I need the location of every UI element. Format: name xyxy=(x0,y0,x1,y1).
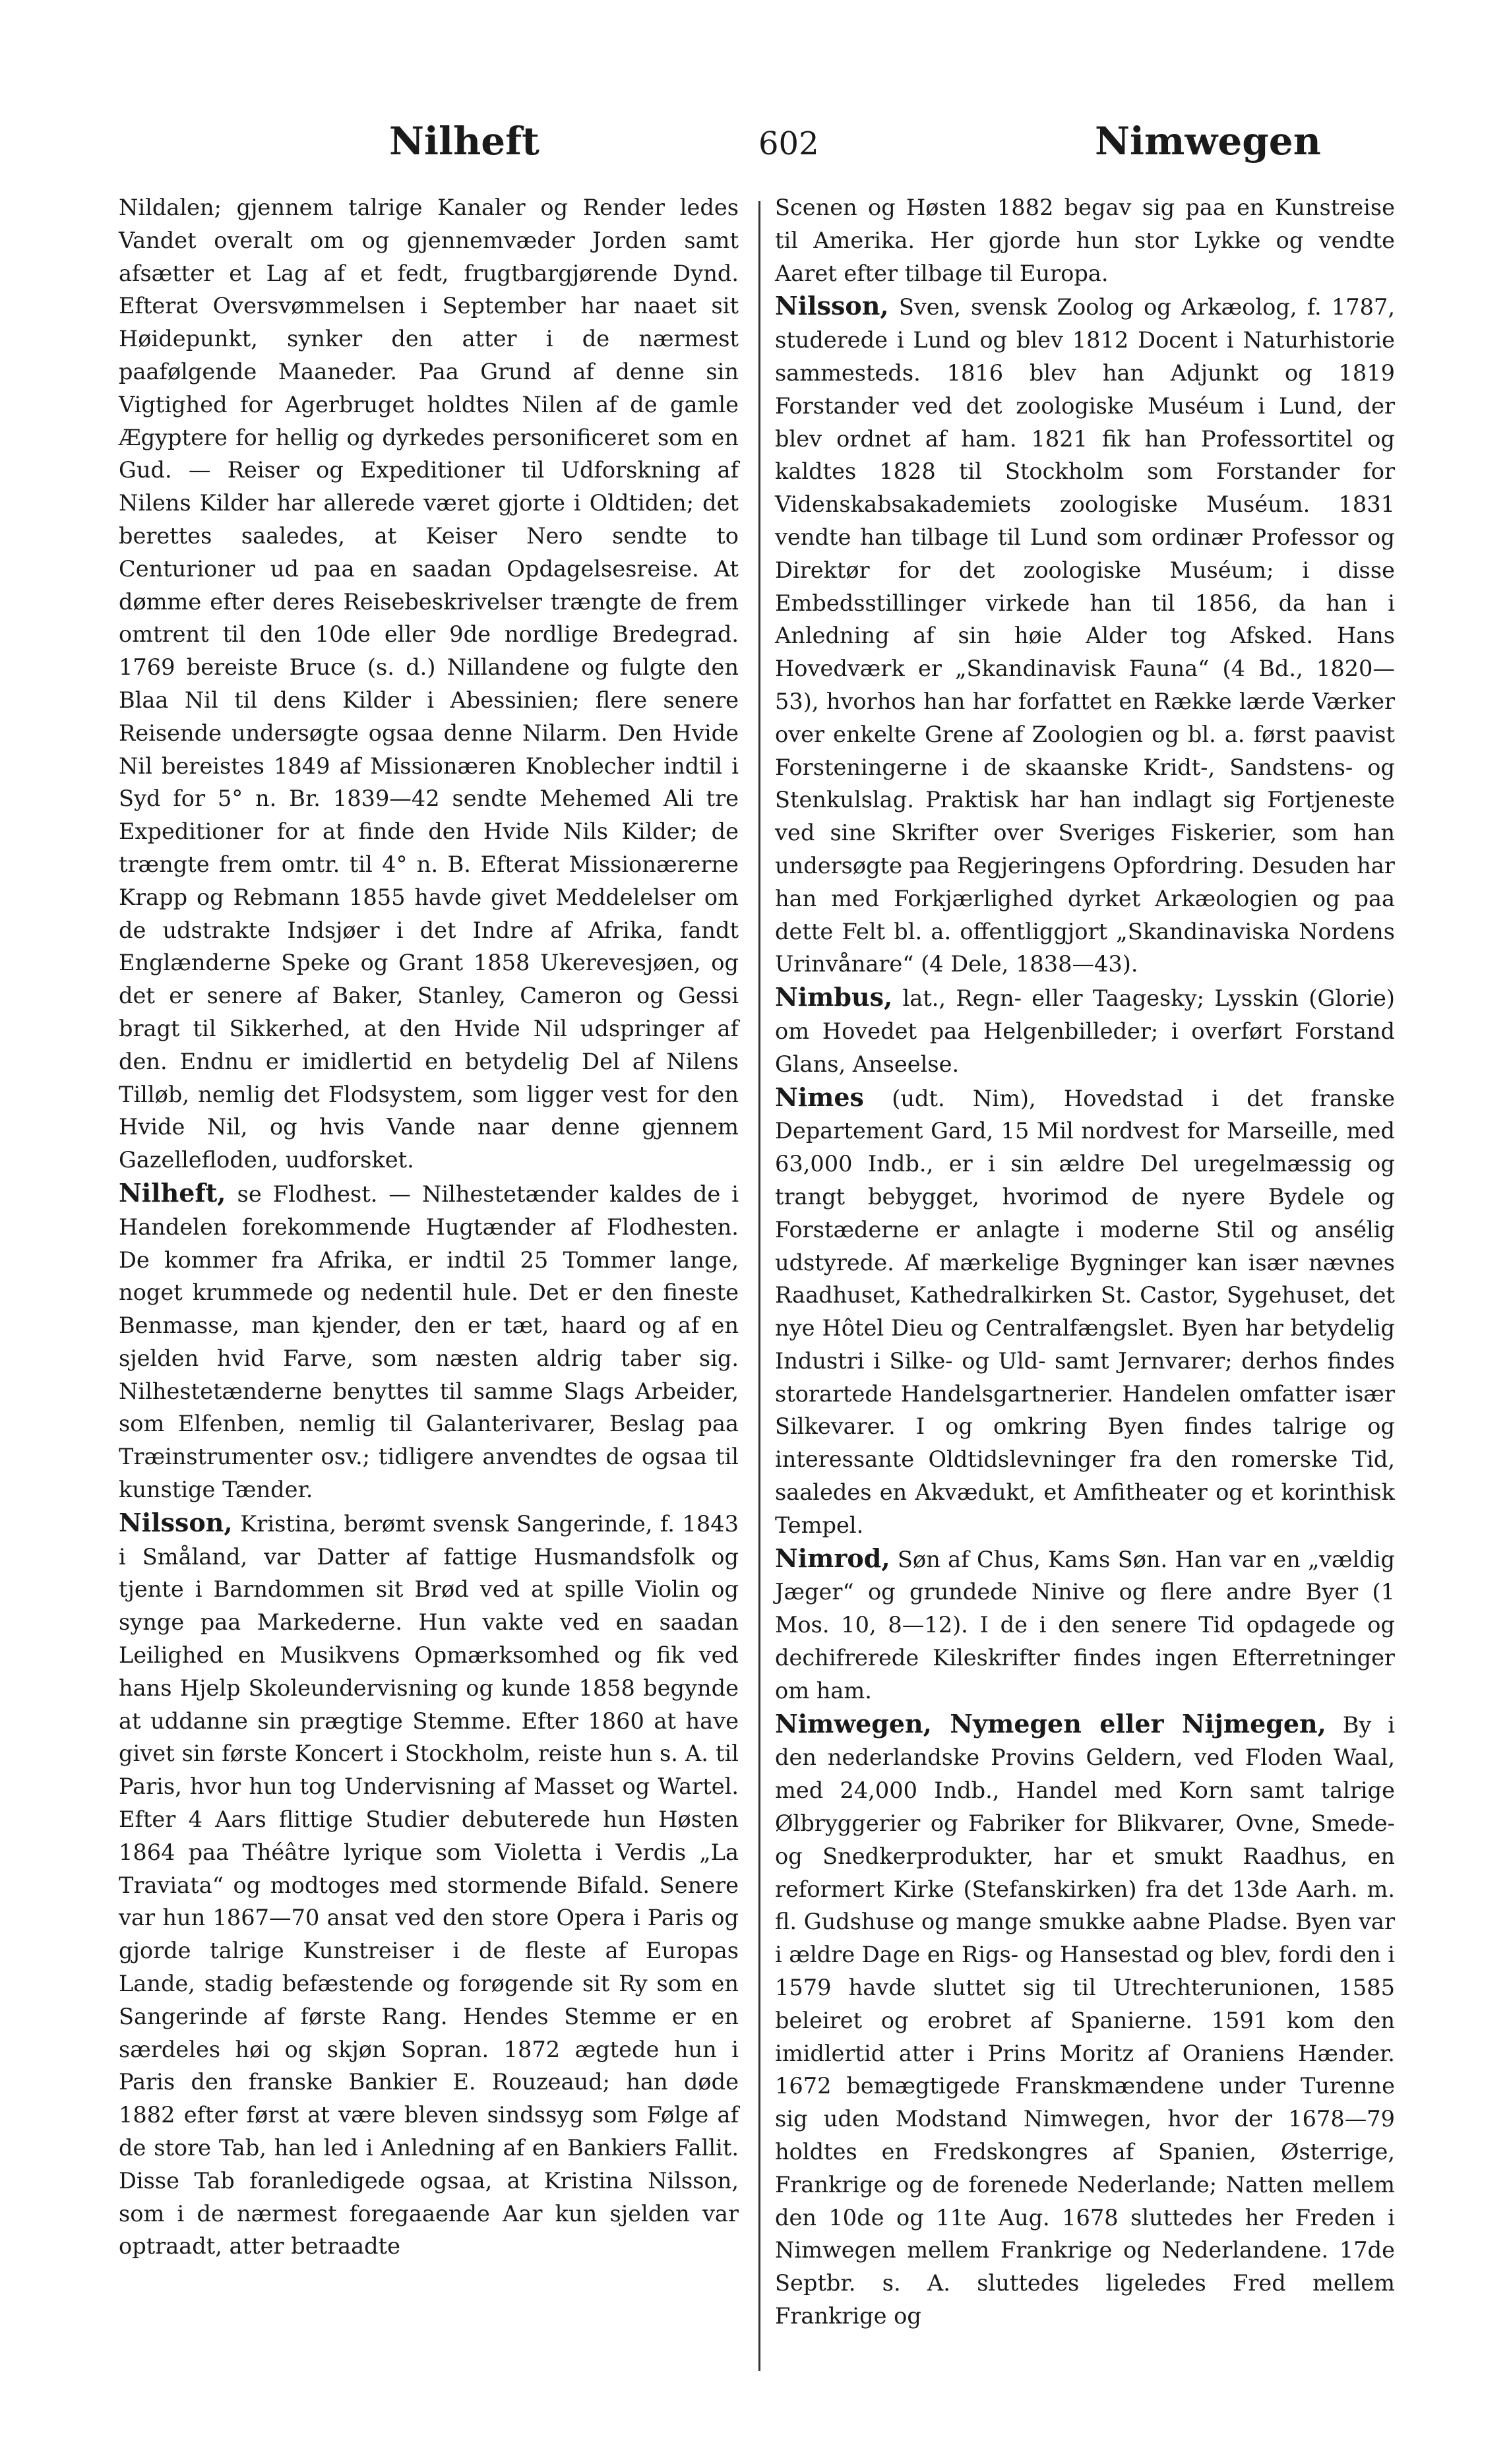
entry-lemma: Nimwegen, Nymegen eller Nijmegen, xyxy=(775,1708,1326,1739)
header-left-catchword: Nilheft xyxy=(389,119,539,164)
right-column xyxy=(775,191,1395,2333)
entry-text: lat., Regn- eller Taagesky; Lysskin (Glorie) om Hovedet paa Helgenbilleder; i overført Forstand Glans, Anseelse. xyxy=(775,985,1395,1077)
entry-lemma: Nilsson, xyxy=(775,291,889,321)
entry-nilsson-kristina-continuation xyxy=(775,191,1395,290)
entry-nildalen-continuation xyxy=(119,191,739,1177)
entry-text: Nildalen; gjennem talrige Kanaler og Render ledes Vandet overalt om og gjennemvæder Jorden samt afsætter et Lag af et fedt, frugtbargjørende Dynd. Efterat Oversvømmelsen i September har naaet sit Høidepunkt, synker den atter i de nærmest paafølgende Maaneder. Paa Grund af denne sin Vigtighed for Agerbruget holdtes Nilen af de gamle Ægyptere for hellig og dyrkedes personificeret som en Gud. — Reiser og Expeditioner til Udforskning af Nilens Kilder har allerede været gjorte i Oldtiden; det berettes saaledes, at Keiser Nero sendte to Centurioner ud paa en saadan Opdagelsesreise. At dømme efter deres Reisebeskrivelser trængte de frem omtrent til den 10de eller 9de nordlige Bredegrad. 1769 bereiste Bruce (s. d.) Nillandene og fulgte den Blaa Nil til dens Kilder i Abessinien; flere senere Reisende undersøgte ogsaa denne Nilarm. Den Hvide Nil bereistes 1849 af Missionæren Knoblecher indtil i Syd for 5° n. Br. 1839—42 sendte Mehemed Ali tre Expeditioner for at finde den Hvide Nils Kilder; de trængte frem omtr. til 4° n. B. Efterat Missionærerne Krapp og Rebmann 1855 havde givet Meddelelser om de udstrakte Indsjøer i det Indre af Afrika, fandt Englænderne Speke og Grant 1858 Ukerevesjøen, og det er senere af Baker, Stanley, Cameron og Gessi bragt til Sikkerhed, at den Hvide Nil udspringer af den. Endnu er imidlertid en betydelig Del af Nilens Tilløb, nemlig det Flodsystem, som ligger vest for den Hvide Nil, og hvis Vande naar denne gjennem Gazellefloden, uudforsket. xyxy=(119,195,739,1173)
entry-text: By i den nederlandske Provins Geldern, ved Floden Waal, med 24,000 Indb., Handel med Korn samt talrige Ølbryggerier og Fabriker for Blikvarer, Ovne, Smede- og Snedkerprodukter, har et smukt Raadhus, en reformert Kirke (Stefanskirken) fra det 13de Aarh. m. fl. Gudshuse og mange smukke aabne Pladse. Byen var i ældre Dage en Rigs- og Hansestad og blev, fordi den i 1579 havde sluttet sig til Utrechterunionen, 1585 beleiret og erobret af Spanierne. 1591 kom den imidlertid atter i Prins Moritz af Oraniens Hænder. 1672 bemægtigede Franskmændene under Turenne sig uden Modstand Nimwegen, hvor der 1678—79 holdtes en Fredskongres af Spanien, Østerrige, Frankrige og de forenede Nederlande; Natten mellem den 10de og 11te Aug. 1678 sluttedes her Freden i Nimwegen mellem Frankrige og Nederlandene. 17de Septbr. s. A. sluttedes ligeledes Fred mellem Frankrige og xyxy=(775,1711,1395,2329)
dictionary-page xyxy=(99,106,1418,2414)
entry-text: Søn af Chus, Kams Søn. Han var en „vældig Jæger“ og grundede Ninive og flere andre Byer (1 Mos. 10, 8—12). I de i den senere Tid opdagede og dechifrerede Kileskrifter findes ingen Efterretninger om ham. xyxy=(775,1546,1395,1704)
entry-lemma: Nimrod, xyxy=(775,1543,890,1573)
entry-nilheft xyxy=(119,1177,739,1506)
page-number: 602 xyxy=(758,125,819,162)
entry-nimwegen xyxy=(775,1708,1395,2333)
left-column xyxy=(119,191,739,2263)
page-header xyxy=(99,106,1418,185)
entry-text: (udt. Nim), Hovedstad i det franske Departement Gard, 15 Mil nordvest for Marseille, med 63,000 Indb., er i sin ældre Del uregelmæssig og trangt bebygget, hvorimod de nyere Bydele og Forstæderne er anlagte i moderne Stil og ansélig udstyrede. Af mærkelige Bygninger kan især nævnes Raadhuset, Kathedralkirken St. Castor, Sygehuset, det nye Hôtel Dieu og Centralfængslet. Byen har betydelig Industri i Silke- og Uld- samt Jernvarer; derhos findes storartede Handelsgartnerier. Handelen omfatter især Silkevarer. I og omkring Byen findes talrige og interessante Oldtidslevninger fra den romerske Tid, saaledes en Akvædukt, et Amfitheater og et korinthisk Tempel. xyxy=(775,1085,1395,1538)
entry-lemma: Nimes xyxy=(775,1082,864,1112)
entry-lemma: Nimbus, xyxy=(775,982,893,1012)
entry-nimrod xyxy=(775,1542,1395,1708)
entry-nimbus xyxy=(775,981,1395,1080)
entry-nilsson-sven xyxy=(775,290,1395,981)
entry-text: Sven, svensk Zoolog og Arkæolog, f. 1787, studerede i Lund og blev 1812 Docent i Naturhistorie sammesteds. 1816 blev han Adjunkt og 1819 Forstander ved det zoologiske Muséum i Lund, der blev ordnet af ham. 1821 fik han Professortitel og kaldtes 1828 til Stockholm som Forstander for Videnskabsakademiets zoologiske Muséum. 1831 vendte han tilbage til Lund som ordinær Professor og Direktør for det zoologiske Muséum; i disse Embedsstillinger virkede han til 1856, da han i Anledning af sin høie Alder tog Afsked. Hans Hovedværk er „Skandinavisk Fauna“ (4 Bd., 1820—53), hvorhos han har forfattet en Række lærde Værker over enkelte Grene af Zoologien og bl. a. først paavist Forsteningerne i de skaanske Kridt-, Sandstens- og Stenkulslag. Praktisk har han indlagt sig Fortjeneste ved sine Skrifter over Sveriges Fiskerier, som han undersøgte paa Regjeringens Opfordring. Desuden har han med Forkjærlighed dyrket Arkæologien og paa dette Felt bl. a. offentliggjort „Skandinaviska Nordens Urinvånare“ (4 Dele, 1838—43). xyxy=(775,294,1395,977)
entry-nimes xyxy=(775,1081,1395,1542)
entry-text: Scenen og Høsten 1882 begav sig paa en Kunstreise til Amerika. Her gjorde hun stor Lykke og vendte Aaret efter tilbage til Europa. xyxy=(775,195,1395,286)
entry-nilsson-kristina xyxy=(119,1506,739,2263)
entry-lemma: Nilheft, xyxy=(119,1177,226,1208)
column-divider xyxy=(758,201,760,2371)
entry-text: se Flodhest. — Nilhestetænder kaldes de i Handelen forekommende Hugtænder af Flodhesten. De kommer fra Afrika, er indtil 25 Tommer lange, noget krummede og nedentil hule. Det er den fineste Benmasse, man kjender, den er tæt, haard og af en sjelden hvid Farve, som næsten aldrig taber sig. Nilhestetænderne benyttes til samme Slags Arbeider, som Elfenben, nemlig til Galanterivarer, Beslag paa Træinstrumenter osv.; tidligere anvendtes de ogsaa til kunstige Tænder. xyxy=(119,1181,739,1503)
entry-lemma: Nilsson, xyxy=(119,1507,233,1537)
entry-text: Kristina, berømt svensk Sangerinde, f. 1843 i Småland, var Datter af fattige Husmandsfolk og tjente i Barndommen sit Brød ved at spille Violin og synge paa Markederne. Hun vakte ved en saadan Leilighed en Musikvens Opmærksomhed og fik ved hans Hjelp Skoleundervisning og kunde 1858 begynde at uddanne sin prægtige Stemme. Efter 1860 at have givet sin første Koncert i Stockholm, reiste hun s. A. til Paris, hvor hun tog Undervisning af Masset og Wartel. Efter 4 Aars flittige Studier debuterede hun Høsten 1864 paa Théâtre lyrique som Violetta i Verdis „La Traviata“ og modtoges med stormende Bifald. Senere var hun 1867—70 ansat ved den store Opera i Paris og gjorde talrige Kunstreiser i de fleste af Europas Lande, stadig befæstende og forøgende sit Ry som en Sangerinde af første Rang. Hendes Stemme er en særdeles høi og skjøn Sopran. 1872 ægtede hun i Paris den franske Bankier E. Rouzeaud; han døde 1882 efter først at være bleven sindssyg som Følge af de store Tab, han led i Anledning af en Bankiers Fallit. Disse Tab foranledigede ogsaa, at Kristina Nilsson, som i de nærmest foregaaende Aar kun sjelden var optraadt, atter betraadte xyxy=(119,1510,739,2260)
header-right-catchword: Nimwegen xyxy=(1095,119,1321,164)
